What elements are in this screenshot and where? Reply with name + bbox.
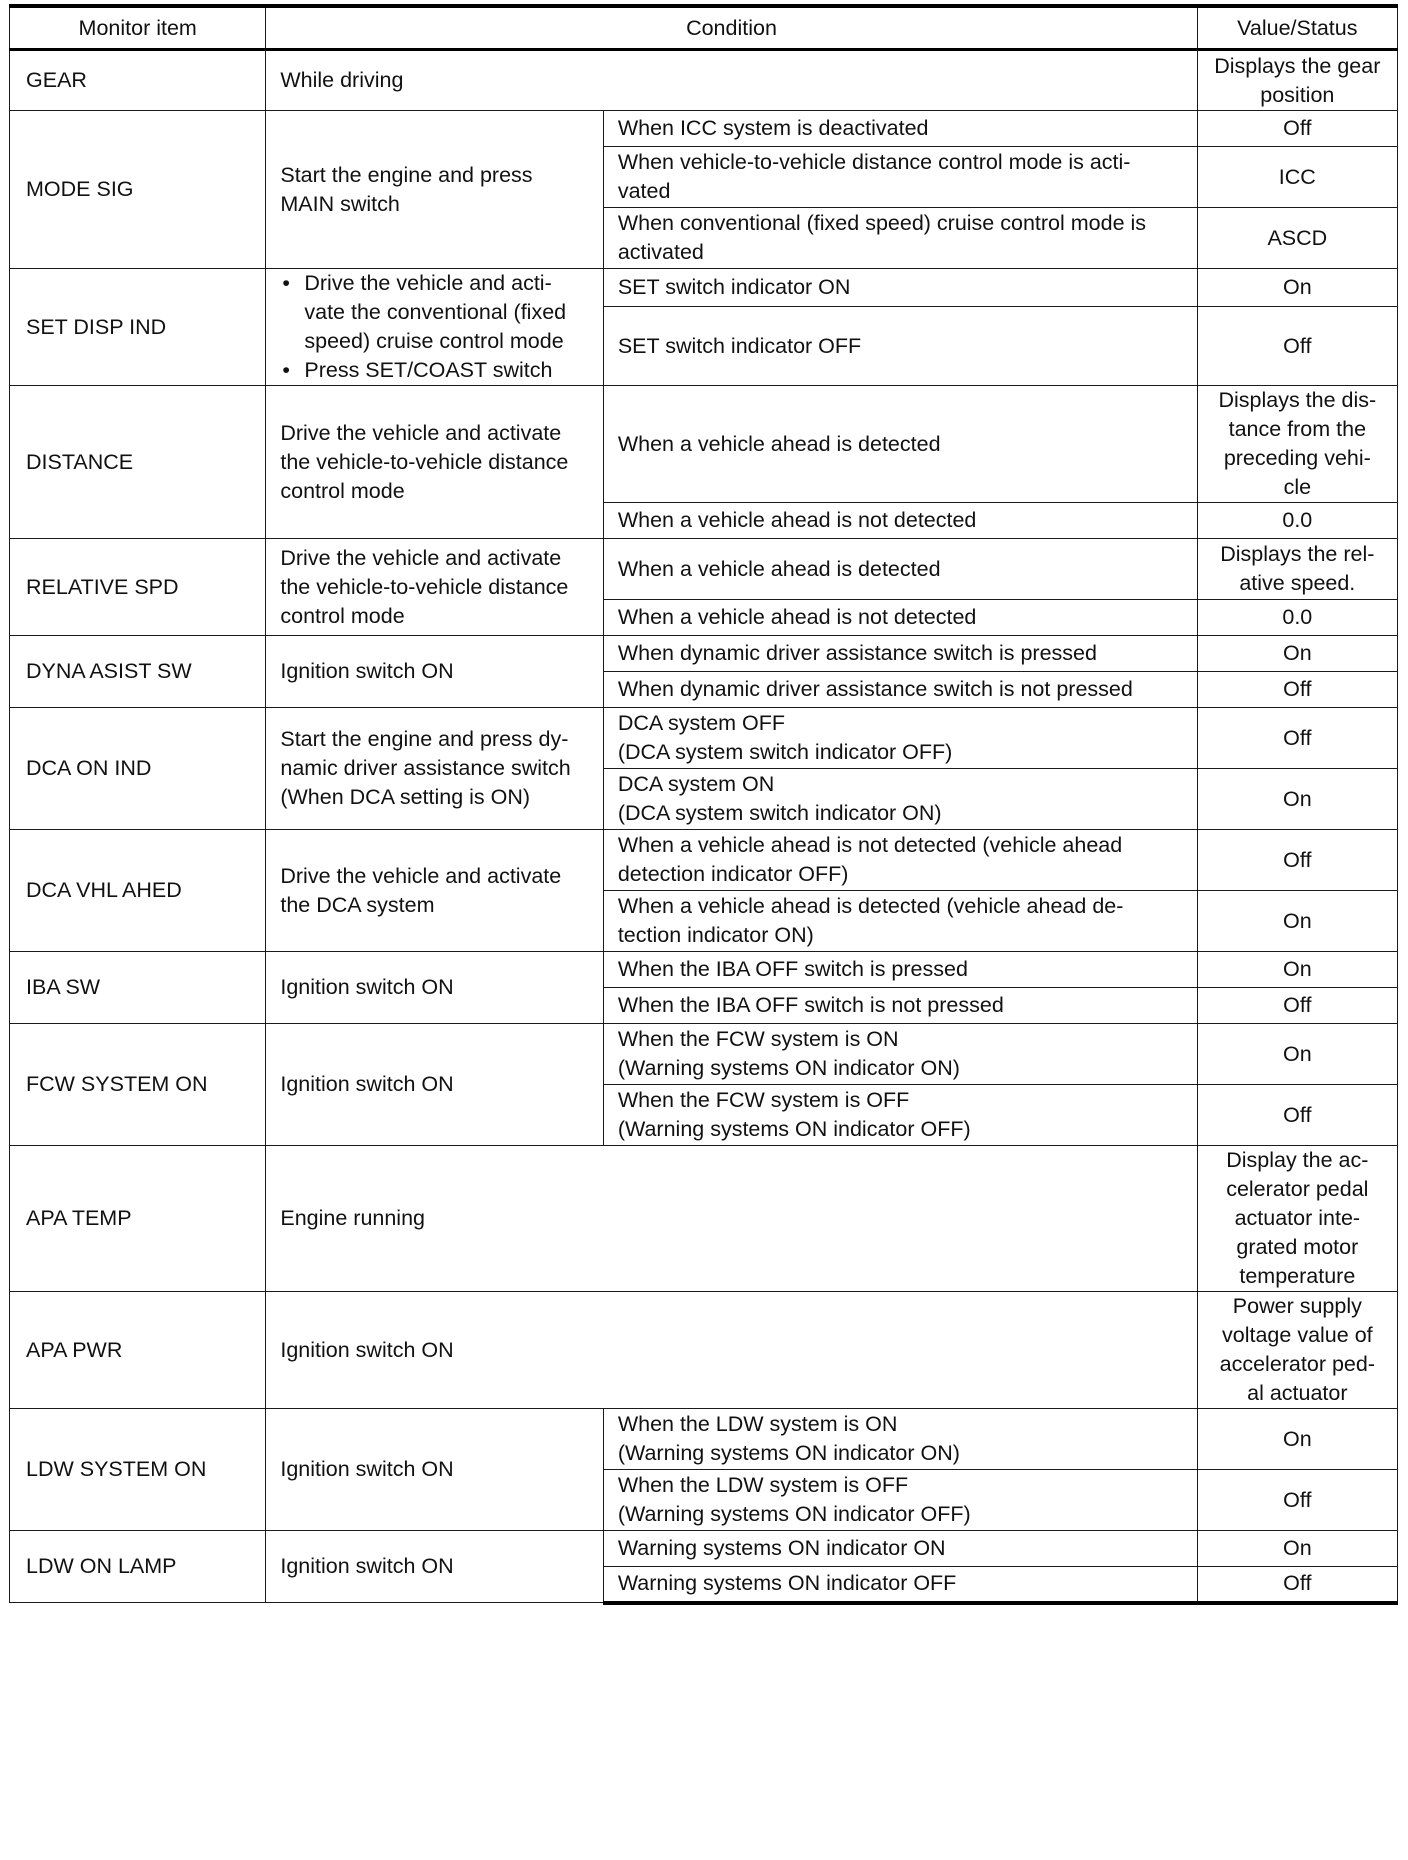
sub-condition-cell: When conventional (fixed speed) cruise control mode is activated [603, 208, 1197, 269]
value-cell: ASCD [1197, 208, 1397, 269]
value-cell: On [1197, 891, 1397, 952]
value-cell: On [1197, 1024, 1397, 1085]
value-cell: Off [1197, 307, 1397, 386]
value-cell: 0.0 [1197, 600, 1397, 636]
condition-cell: Drive the vehicle and activate the vehicle-to-vehicle distance control mode [266, 539, 603, 636]
monitor-item-cell: LDW ON LAMP [10, 1531, 266, 1603]
value-cell: On [1197, 769, 1397, 830]
condition-cell: Ignition switch ON [266, 636, 603, 708]
table-row [10, 636, 1398, 672]
sub-condition-cell: SET switch indicator ON [603, 269, 1197, 307]
condition-cell: Drive the vehicle and activate the DCA system [266, 830, 603, 952]
sub-condition-cell: When a vehicle ahead is detected [603, 539, 1197, 600]
value-cell: 0.0 [1197, 503, 1397, 539]
monitor-item-cell: APA TEMP [10, 1146, 266, 1292]
condition-cell: Ignition switch ON [266, 1292, 1197, 1409]
table-row [10, 830, 1398, 891]
sub-condition-cell: When dynamic driver assistance switch is not pressed [603, 672, 1197, 708]
sub-condition-cell: Warning systems ON indicator ON [603, 1531, 1197, 1567]
value-cell: On [1197, 269, 1397, 307]
condition-bullet-list [280, 269, 588, 385]
value-cell: Off [1197, 1470, 1397, 1531]
table-row [10, 1292, 1398, 1409]
value-cell: Off [1197, 830, 1397, 891]
value-cell: Displays the gear position [1197, 50, 1397, 111]
table-row [10, 1146, 1398, 1292]
condition-cell: While driving [266, 50, 1197, 111]
condition-cell: Ignition switch ON [266, 1024, 603, 1146]
sub-condition-cell: When a vehicle ahead is not detected [603, 600, 1197, 636]
value-cell: Power supply voltage value of accelerator ped- al actuator [1197, 1292, 1397, 1409]
monitor-item-cell: DYNA ASIST SW [10, 636, 266, 708]
condition-cell: Ignition switch ON [266, 952, 603, 1024]
sub-condition-cell: When a vehicle ahead is not detected (vehicle ahead detection indicator OFF) [603, 830, 1197, 891]
sub-condition-cell: When vehicle-to-vehicle distance control mode is acti- vated [603, 147, 1197, 208]
condition-cell: Engine running [266, 1146, 1197, 1292]
table-row [10, 1024, 1398, 1085]
table-row [10, 1409, 1398, 1470]
sub-condition-cell: When the FCW system is OFF (Warning systems ON indicator OFF) [603, 1085, 1197, 1146]
monitor-item-cell: DISTANCE [10, 386, 266, 539]
table-row [10, 539, 1398, 600]
condition-cell [266, 269, 603, 386]
monitor-item-cell: DCA ON IND [10, 708, 266, 830]
condition-cell: Ignition switch ON [266, 1531, 603, 1603]
sub-condition-cell: When a vehicle ahead is detected (vehicle ahead de- tection indicator ON) [603, 891, 1197, 952]
sub-condition-cell: Warning systems ON indicator OFF [603, 1567, 1197, 1603]
monitor-item-cell: LDW SYSTEM ON [10, 1409, 266, 1531]
condition-bullet: • Drive the vehicle and acti- vate the conventional (fixed speed) cruise control mode [280, 269, 588, 356]
sub-condition-cell: When dynamic driver assistance switch is pressed [603, 636, 1197, 672]
value-cell: Off [1197, 111, 1397, 147]
monitor-item-cell: APA PWR [10, 1292, 266, 1409]
value-cell: ICC [1197, 147, 1397, 208]
monitor-item-cell: DCA VHL AHED [10, 830, 266, 952]
value-cell: Display the ac- celerator pedal actuator inte- grated motor temperature [1197, 1146, 1397, 1292]
value-cell: Off [1197, 1567, 1397, 1603]
value-cell: On [1197, 636, 1397, 672]
condition-bullet: • Press SET/COAST switch [280, 356, 588, 385]
table-row [10, 269, 1398, 307]
sub-condition-cell: DCA system OFF (DCA system switch indicator OFF) [603, 708, 1197, 769]
table-header-row [10, 6, 1398, 50]
sub-condition-cell: DCA system ON (DCA system switch indicator ON) [603, 769, 1197, 830]
table-row [10, 386, 1398, 503]
value-cell: On [1197, 952, 1397, 988]
condition-cell: Start the engine and press MAIN switch [266, 111, 603, 269]
table-row [10, 111, 1398, 147]
sub-condition-cell: SET switch indicator OFF [603, 307, 1197, 386]
sub-condition-cell: When the LDW system is ON (Warning systems ON indicator ON) [603, 1409, 1197, 1470]
monitor-table [9, 4, 1398, 1605]
table-row [10, 708, 1398, 769]
value-cell: Displays the rel- ative speed. [1197, 539, 1397, 600]
value-cell: Displays the dis- tance from the preceding vehi- cle [1197, 386, 1397, 503]
value-cell: Off [1197, 708, 1397, 769]
value-cell: Off [1197, 988, 1397, 1024]
value-cell: Off [1197, 672, 1397, 708]
value-cell: On [1197, 1409, 1397, 1470]
header-monitor-item: Monitor item [10, 6, 266, 50]
document-page [9, 4, 1398, 1854]
sub-condition-cell: When a vehicle ahead is detected [603, 386, 1197, 503]
monitor-item-cell: FCW SYSTEM ON [10, 1024, 266, 1146]
monitor-item-cell: MODE SIG [10, 111, 266, 269]
header-value-status: Value/Status [1197, 6, 1397, 50]
sub-condition-cell: When a vehicle ahead is not detected [603, 503, 1197, 539]
monitor-item-cell: IBA SW [10, 952, 266, 1024]
sub-condition-cell: When ICC system is deactivated [603, 111, 1197, 147]
value-cell: On [1197, 1531, 1397, 1567]
condition-cell: Ignition switch ON [266, 1409, 603, 1531]
sub-condition-cell: When the IBA OFF switch is not pressed [603, 988, 1197, 1024]
sub-condition-cell: When the IBA OFF switch is pressed [603, 952, 1197, 988]
value-cell: Off [1197, 1085, 1397, 1146]
table-row [10, 1531, 1398, 1567]
table-row [10, 952, 1398, 988]
sub-condition-cell: When the FCW system is ON (Warning systems ON indicator ON) [603, 1024, 1197, 1085]
condition-cell: Drive the vehicle and activate the vehicle-to-vehicle distance control mode [266, 386, 603, 539]
monitor-item-cell: SET DISP IND [10, 269, 266, 386]
monitor-item-cell: GEAR [10, 50, 266, 111]
table-row [10, 50, 1398, 111]
header-condition: Condition [266, 6, 1197, 50]
monitor-item-cell: RELATIVE SPD [10, 539, 266, 636]
condition-cell: Start the engine and press dy- namic driver assistance switch (When DCA setting is ON) [266, 708, 603, 830]
sub-condition-cell: When the LDW system is OFF (Warning systems ON indicator OFF) [603, 1470, 1197, 1531]
